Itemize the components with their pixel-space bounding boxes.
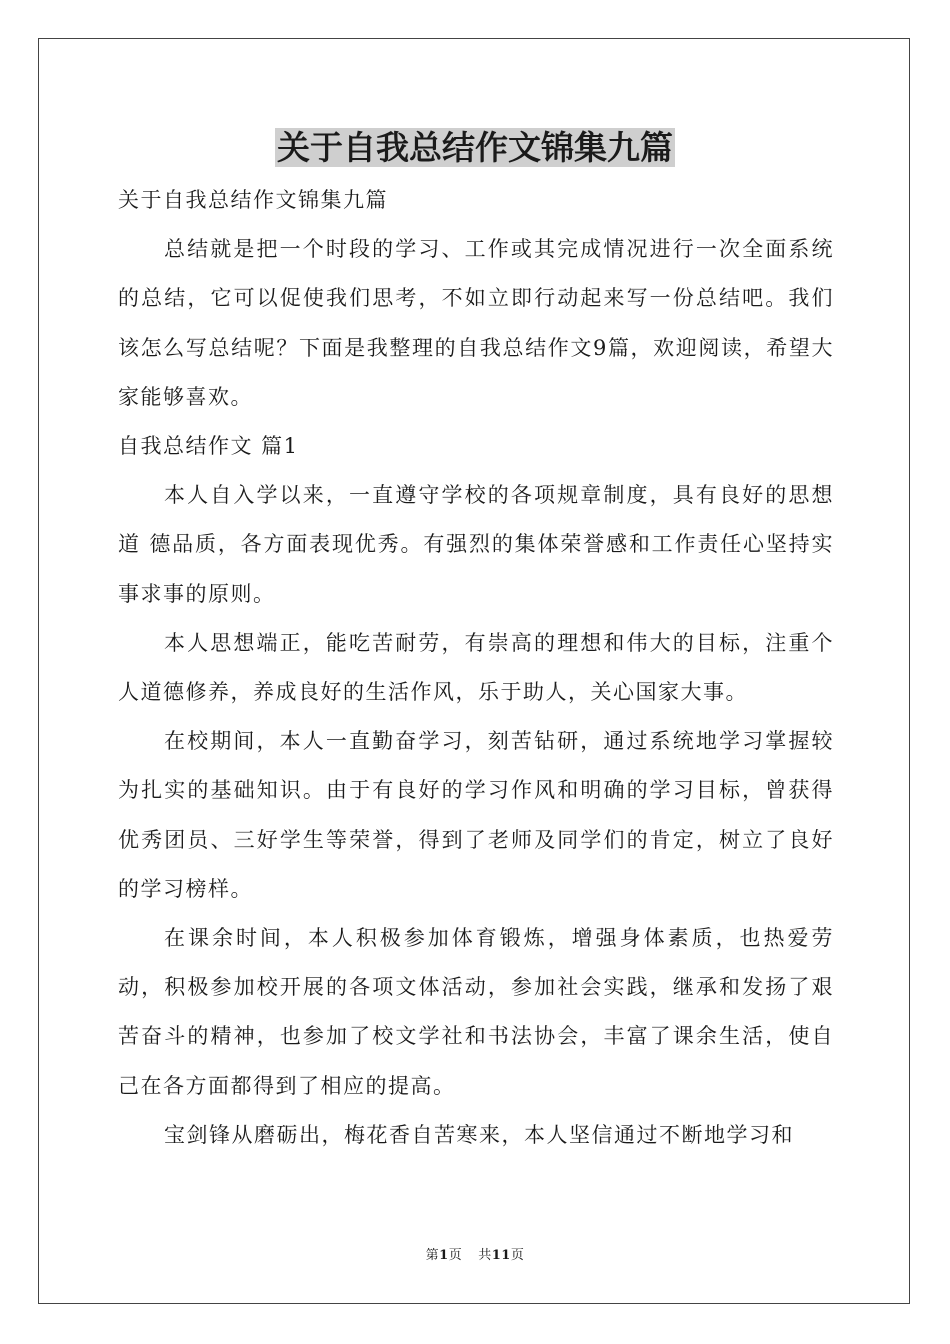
section-heading: 自我总结作文 篇1 [118,434,299,459]
body-paragraph: 在校期间，本人一直勤奋学习，刻苦钻研，通过系统地学习掌握较为扎实的基础知识。由于有良好的学习作风和明确的学习目标，曾获得优秀团员、三好学生等荣誉，得到了老师及同学们的肯定，树立了良好的学习榜样。 [118,729,834,901]
body-paragraph: 本人自入学以来，一直遵守学校的各项规章制度，具有良好的思想道 德品质，各方面表现优秀。有强烈的集体荣誉感和工作责任心坚持实事求事的原则。 [118,483,834,606]
footer-total-suffix: 页 [510,1248,525,1263]
footer-page-suffix: 页 [448,1248,463,1263]
document-body [118,176,834,1160]
page-footer [0,1247,950,1265]
footer-total-prefix: 共 [478,1248,492,1263]
body-paragraph-intro: 总结就是把一个时段的学习、工作或其完成情况进行一次全面系统的总结，它可以促使我们思考，不如立即行动起来写一份总结吧。我们该怎么写总结呢？下面是我整理的自我总结作文9篇，欢迎阅读，希望大家能够喜欢。 [118,237,834,409]
body-paragraph-subtitle: 关于自我总结作文锦集九篇 [118,188,388,212]
document-title-text: 关于自我总结作文锦集九篇 [277,128,673,167]
body-paragraph: 宝剑锋从磨砺出，梅花香自苦寒来，本人坚信通过不断地学习和 [164,1122,794,1147]
body-paragraph: 在课余时间，本人积极参加体育锻炼，增强身体素质，也热爱劳动，积极参加校开展的各项文体活动，参加社会实践，继承和发扬了艰苦奋斗的精神，也参加了校文学社和书法协会，丰富了课余生活，使自己在各方面都得到了相应的提高。 [118,926,834,1098]
footer-total-pages: 11 [491,1248,511,1263]
document-title [0,126,950,170]
footer-page-number: 1 [439,1248,449,1263]
body-paragraph: 本人思想端正，能吃苦耐劳，有崇高的理想和伟大的目标，注重个人道德修养，养成良好的生活作风，乐于助人，关心国家大事。 [118,630,834,705]
footer-page-prefix: 第 [425,1248,440,1263]
